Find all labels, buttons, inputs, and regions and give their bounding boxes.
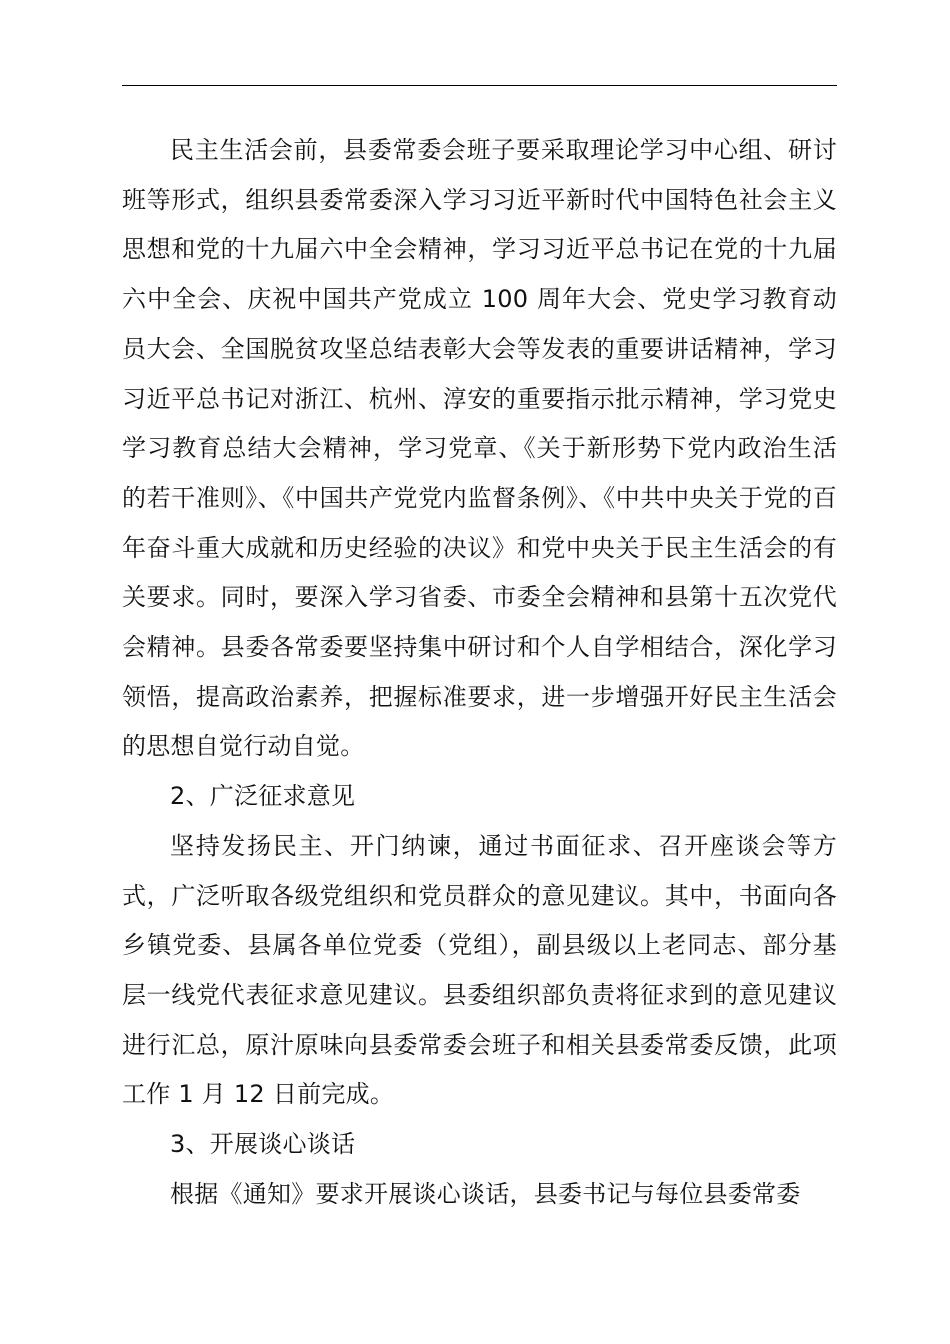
paragraph-study-requirements: 民主生活会前，县委常委会班子要采取理论学习中心组、研讨班等形式，组织县委常委深入学习习近平新时代中国特色社会主义思想和党的十九届六中全会精神，学习习近平总书记在党的十九届六中全会、庆祝中国共产党成立 100 周年大会、党史学习教育动员大会、全国脱贫攻坚总结表彰大会等发表的重要讲话精神，学习习近平总书记对浙江、杭州、淳安的重要指示批示精神，学习党史学习教育总结大会精神，学习党章、《关于新形势下党内政治生活的若干准则》、《中国共产党党内监督条例》、《中共中央关于党的百年奋斗重大成就和历史经验的决议》和党中央关于民主生活会的有关要求。同时，要深入学习省委、市委全会精神和县第十五次党代会精神。县委各常委要坚持集中研讨和个人自学相结合，深化学习领悟，提高政治素养，把握标准要求，进一步增强开好民主生活会的思想自觉行动自觉。 (122, 136, 837, 761)
section-heading-solicit-opinions: 2、广泛征求意见 (170, 782, 356, 811)
paragraph-solicit-opinions: 坚持发扬民主、开门纳谏，通过书面征求、召开座谈会等方式，广泛听取各级党组织和党员群众的意见建议。其中，书面向各乡镇党委、县属各单位党委（党组），副县级以上老同志、部分基层一线党代表征求意见建议。县委组织部负责将征求到的意见建议进行汇总，原汁原味向县委常委会班子和相关县委常委反馈，此项工作 1 月 12 日前完成。 (122, 831, 837, 1109)
paragraph-heart-to-heart-talks: 根据《通知》要求开展谈心谈话，县委书记与每位县委常委 (170, 1179, 801, 1208)
section-heading-heart-to-heart-talks: 3、开展谈心谈话 (170, 1130, 356, 1159)
document-body (122, 126, 837, 1219)
header-rule (122, 85, 837, 86)
